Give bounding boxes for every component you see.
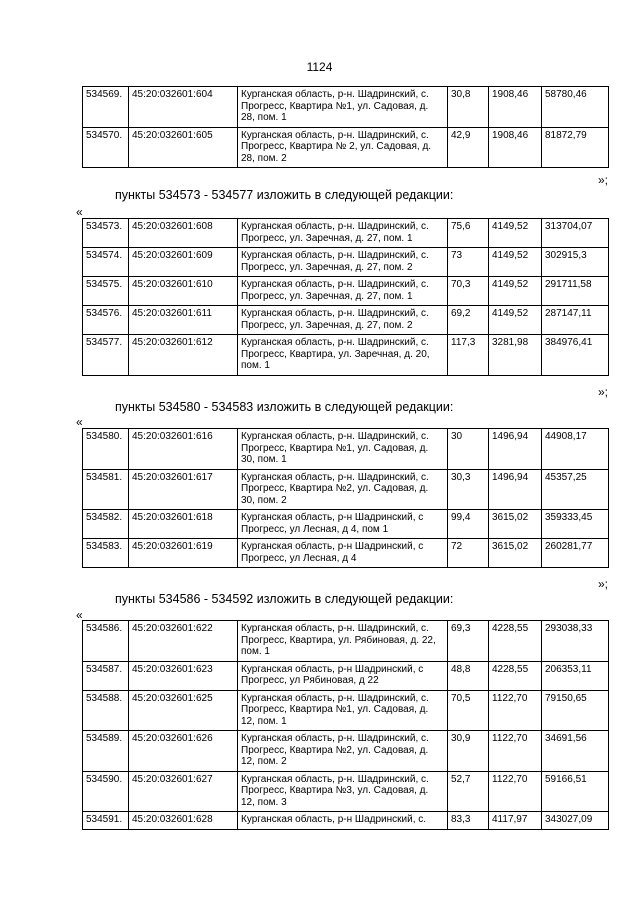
table-row bbox=[83, 539, 609, 568]
cadastral-number-cell: 45:20:032601:608 bbox=[129, 219, 238, 248]
area-cell: 30,9 bbox=[448, 731, 489, 772]
address-cell: Курганская область, р-н. Шадринский, с. Прогресс, ул. Заречная, д. 27, пом. 1 bbox=[238, 277, 448, 306]
table-row bbox=[83, 277, 609, 306]
amendment-intro-2: пункты 534580 - 534583 изложить в следующей редакции: bbox=[115, 400, 454, 414]
specific-value-cell: 4149,52 bbox=[489, 219, 542, 248]
amendment-intro-1: пункты 534573 - 534577 изложить в следующей редакции: bbox=[115, 188, 454, 202]
row-number-cell: 534573. bbox=[83, 219, 129, 248]
cadastral-value-cell: 384976,41 bbox=[542, 335, 609, 376]
specific-value-cell: 1908,46 bbox=[489, 127, 542, 168]
row-number-cell: 534569. bbox=[83, 87, 129, 128]
table-row bbox=[83, 306, 609, 335]
cadastral-value-cell: 45357,25 bbox=[542, 469, 609, 510]
address-cell: Курганская область, р-н Шадринский, с. bbox=[238, 812, 448, 830]
specific-value-cell: 4149,52 bbox=[489, 306, 542, 335]
area-cell: 75,6 bbox=[448, 219, 489, 248]
address-cell: Курганская область, р-н Шадринский, с Прогресс, ул Рябиновая, д 22 bbox=[238, 661, 448, 690]
cadastral-value-cell: 81872,79 bbox=[542, 127, 609, 168]
table-row bbox=[83, 127, 609, 168]
cadastral-number-cell: 45:20:032601:623 bbox=[129, 661, 238, 690]
cadastral-value-cell: 293038,33 bbox=[542, 621, 609, 662]
specific-value-cell: 4228,55 bbox=[489, 661, 542, 690]
row-number-cell: 534591. bbox=[83, 812, 129, 830]
address-cell: Курганская область, р-н Шадринский, с Прогресс, ул Лесная, д 4, пом 1 bbox=[238, 510, 448, 539]
cadastral-value-cell: 359333,45 bbox=[542, 510, 609, 539]
register-table-3 bbox=[82, 428, 609, 568]
row-number-cell: 534576. bbox=[83, 306, 129, 335]
cadastral-value-cell: 79150,65 bbox=[542, 690, 609, 731]
address-cell: Курганская область, р-н. Шадринский, с. Прогресс, Квартира № 2, ул. Садовая, д. 28, пом. 2 bbox=[238, 127, 448, 168]
address-cell: Курганская область, р-н. Шадринский, с. Прогресс, Квартира №1, ул. Садовая, д. 12, пом. 1 bbox=[238, 690, 448, 731]
specific-value-cell: 1908,46 bbox=[489, 87, 542, 128]
opening-quote: « bbox=[76, 205, 83, 219]
cadastral-number-cell: 45:20:032601:609 bbox=[129, 248, 238, 277]
specific-value-cell: 1496,94 bbox=[489, 429, 542, 470]
table-row bbox=[83, 690, 609, 731]
area-cell: 70,3 bbox=[448, 277, 489, 306]
cadastral-value-cell: 260281,77 bbox=[542, 539, 609, 568]
specific-value-cell: 4149,52 bbox=[489, 277, 542, 306]
cadastral-number-cell: 45:20:032601:627 bbox=[129, 771, 238, 812]
specific-value-cell: 3615,02 bbox=[489, 510, 542, 539]
cadastral-value-cell: 206353,11 bbox=[542, 661, 609, 690]
area-cell: 69,3 bbox=[448, 621, 489, 662]
row-number-cell: 534574. bbox=[83, 248, 129, 277]
area-cell: 69,2 bbox=[448, 306, 489, 335]
table-row bbox=[83, 510, 609, 539]
cadastral-number-cell: 45:20:032601:625 bbox=[129, 690, 238, 731]
specific-value-cell: 1496,94 bbox=[489, 469, 542, 510]
row-number-cell: 534581. bbox=[83, 469, 129, 510]
specific-value-cell: 3281,98 bbox=[489, 335, 542, 376]
cadastral-number-cell: 45:20:032601:628 bbox=[129, 812, 238, 830]
row-number-cell: 534577. bbox=[83, 335, 129, 376]
address-cell: Курганская область, р-н. Шадринский, с. Прогресс, Квартира №3, ул. Садовая, д. 12, пом. 3 bbox=[238, 771, 448, 812]
opening-quote: « bbox=[76, 415, 83, 429]
address-cell: Курганская область, р-н. Шадринский, с. Прогресс, ул. Заречная, д. 27, пом. 1 bbox=[238, 219, 448, 248]
area-cell: 70,5 bbox=[448, 690, 489, 731]
table-row bbox=[83, 661, 609, 690]
register-table-1 bbox=[82, 86, 609, 168]
cadastral-value-cell: 313704,07 bbox=[542, 219, 609, 248]
table-row bbox=[83, 248, 609, 277]
cadastral-number-cell: 45:20:032601:610 bbox=[129, 277, 238, 306]
cadastral-value-cell: 34691,56 bbox=[542, 731, 609, 772]
cadastral-value-cell: 287147,11 bbox=[542, 306, 609, 335]
address-cell: Курганская область, р-н. Шадринский, с. Прогресс, ул. Заречная, д. 27, пом. 2 bbox=[238, 248, 448, 277]
table-row bbox=[83, 335, 609, 376]
cadastral-number-cell: 45:20:032601:604 bbox=[129, 87, 238, 128]
row-number-cell: 534582. bbox=[83, 510, 129, 539]
cadastral-number-cell: 45:20:032601:616 bbox=[129, 429, 238, 470]
area-cell: 83,3 bbox=[448, 812, 489, 830]
area-cell: 30 bbox=[448, 429, 489, 470]
row-number-cell: 534583. bbox=[83, 539, 129, 568]
opening-quote: « bbox=[76, 608, 83, 622]
row-number-cell: 534575. bbox=[83, 277, 129, 306]
specific-value-cell: 1122,70 bbox=[489, 731, 542, 772]
row-number-cell: 534590. bbox=[83, 771, 129, 812]
area-cell: 30,8 bbox=[448, 87, 489, 128]
cadastral-value-cell: 59166,51 bbox=[542, 771, 609, 812]
cadastral-number-cell: 45:20:032601:605 bbox=[129, 127, 238, 168]
row-number-cell: 534580. bbox=[83, 429, 129, 470]
specific-value-cell: 4228,55 bbox=[489, 621, 542, 662]
table-row bbox=[83, 771, 609, 812]
closing-quote: »; bbox=[597, 577, 608, 591]
specific-value-cell: 3615,02 bbox=[489, 539, 542, 568]
cadastral-number-cell: 45:20:032601:617 bbox=[129, 469, 238, 510]
row-number-cell: 534589. bbox=[83, 731, 129, 772]
area-cell: 30,3 bbox=[448, 469, 489, 510]
area-cell: 42,9 bbox=[448, 127, 489, 168]
page-number: 1124 bbox=[306, 60, 333, 74]
area-cell: 48,8 bbox=[448, 661, 489, 690]
cadastral-number-cell: 45:20:032601:611 bbox=[129, 306, 238, 335]
row-number-cell: 534587. bbox=[83, 661, 129, 690]
closing-quote: »; bbox=[597, 173, 608, 187]
address-cell: Курганская область, р-н Шадринский, с Прогресс, ул Лесная, д 4 bbox=[238, 539, 448, 568]
amendment-intro-3: пункты 534586 - 534592 изложить в следующей редакции: bbox=[115, 592, 454, 606]
cadastral-number-cell: 45:20:032601:612 bbox=[129, 335, 238, 376]
area-cell: 117,3 bbox=[448, 335, 489, 376]
table-row bbox=[83, 731, 609, 772]
row-number-cell: 534586. bbox=[83, 621, 129, 662]
area-cell: 99,4 bbox=[448, 510, 489, 539]
address-cell: Курганская область, р-н. Шадринский, с. Прогресс, ул. Заречная, д. 27, пом. 2 bbox=[238, 306, 448, 335]
table-row bbox=[83, 621, 609, 662]
row-number-cell: 534588. bbox=[83, 690, 129, 731]
cadastral-number-cell: 45:20:032601:622 bbox=[129, 621, 238, 662]
register-table-4 bbox=[82, 620, 609, 830]
address-cell: Курганская область, р-н. Шадринский, с. Прогресс, Квартира №2, ул. Садовая, д. 30, пом. 2 bbox=[238, 469, 448, 510]
area-cell: 73 bbox=[448, 248, 489, 277]
row-number-cell: 534570. bbox=[83, 127, 129, 168]
register-table-2 bbox=[82, 218, 609, 376]
address-cell: Курганская область, р-н. Шадринский, с. Прогресс, Квартира, ул. Заречная, д. 20, пом. 1 bbox=[238, 335, 448, 376]
table-row bbox=[83, 87, 609, 128]
cadastral-value-cell: 302915,3 bbox=[542, 248, 609, 277]
cadastral-value-cell: 291711,58 bbox=[542, 277, 609, 306]
table-row bbox=[83, 429, 609, 470]
table-row bbox=[83, 219, 609, 248]
address-cell: Курганская область, р-н. Шадринский, с. Прогресс, Квартира, ул. Рябиновая, д. 22, пом. 1 bbox=[238, 621, 448, 662]
area-cell: 72 bbox=[448, 539, 489, 568]
address-cell: Курганская область, р-н. Шадринский, с. Прогресс, Квартира №1, ул. Садовая, д. 30, пом. 1 bbox=[238, 429, 448, 470]
specific-value-cell: 1122,70 bbox=[489, 690, 542, 731]
specific-value-cell: 4149,52 bbox=[489, 248, 542, 277]
specific-value-cell: 1122,70 bbox=[489, 771, 542, 812]
cadastral-value-cell: 343027,09 bbox=[542, 812, 609, 830]
address-cell: Курганская область, р-н. Шадринский, с. Прогресс, Квартира №1, ул. Садовая, д. 28, пом. 1 bbox=[238, 87, 448, 128]
table-row bbox=[83, 812, 609, 830]
specific-value-cell: 4117,97 bbox=[489, 812, 542, 830]
closing-quote: »; bbox=[597, 385, 608, 399]
cadastral-number-cell: 45:20:032601:618 bbox=[129, 510, 238, 539]
table-row bbox=[83, 469, 609, 510]
cadastral-value-cell: 58780,46 bbox=[542, 87, 609, 128]
cadastral-number-cell: 45:20:032601:619 bbox=[129, 539, 238, 568]
cadastral-value-cell: 44908,17 bbox=[542, 429, 609, 470]
cadastral-number-cell: 45:20:032601:626 bbox=[129, 731, 238, 772]
area-cell: 52,7 bbox=[448, 771, 489, 812]
address-cell: Курганская область, р-н. Шадринский, с. Прогресс, Квартира №2, ул. Садовая, д. 12, пом. 2 bbox=[238, 731, 448, 772]
